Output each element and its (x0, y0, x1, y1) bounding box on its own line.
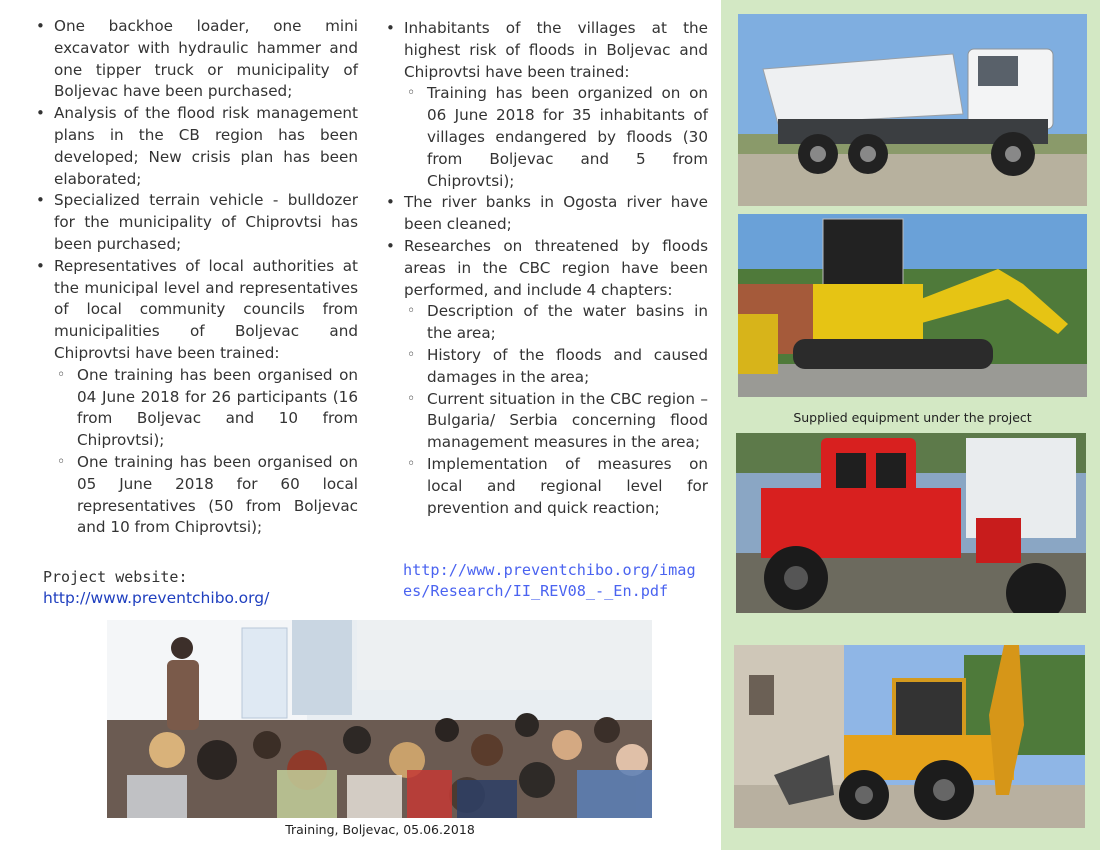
sub-list-item: ◦ Implementation of measures on local and regional level for prevention and quick reaction; (404, 454, 708, 519)
middle-column (382, 18, 708, 519)
research-pdf-link[interactable]: http://www.preventchibo.org/images/Research/II_REV08_-_En.pdf (403, 561, 696, 600)
list-item: • Representatives of local authorities at the municipal level and representatives of local community councils from municipalities of Boljevac and Chiprovtsi have been trained: ◦ One training has been organised on 04 June 2018 for 26 participants (16 from Boljevac and 10 from Chiprovtsi); ◦ One training has been organised on 05 June 2018 for 60 local representatives (50 from Boljevac and 10 from Chiprovtsi); (32, 256, 358, 539)
results-list (32, 16, 358, 539)
backhoe-loader-photo (734, 645, 1085, 828)
sub-list (404, 83, 708, 192)
mini-excavator-photo (738, 214, 1087, 397)
sub-list-item: ◦ Current situation in the CBC region – Bulgaria/ Serbia concerning flood management measures in the area; (404, 389, 708, 454)
terrain-vehicle-photo (736, 433, 1086, 613)
sub-list-item: ◦ One training has been organised on 04 June 2018 for 26 participants (16 from Boljevac and 10 from Chiprovtsi); (54, 365, 358, 452)
sub-list (54, 365, 358, 539)
list-item: • The river banks in Ogosta river have been cleaned; (382, 192, 708, 236)
list-item: • Researches on threatened by floods areas in the CBC region have been performed, and include 4 chapters: ◦ Description of the water basins in the area; ◦ History of the floods and caused damages in the area; ◦ Current situation in the CBC region – Bulgaria/ Serbia concerning flood management measures in the area; ◦ Implementation of measures on local and regional level for prevention and quick reaction; (382, 236, 708, 519)
project-website-link[interactable]: http://www.preventchibo.org/ (43, 589, 270, 607)
sub-list-item: ◦ One training has been organised on 05 June 2018 for 60 local representatives (50 from Boljevac and 10 from Chiprovtsi); (54, 452, 358, 539)
list-item: • Analysis of the flood risk management plans in the CB region has been developed; New crisis plan has been elaborated; (32, 103, 358, 190)
list-item: • One backhoe loader, one mini excavator with hydraulic hammer and one tipper truck or municipality of Boljevac have been purchased; (32, 16, 358, 103)
sub-list-item: ◦ Description of the water basins in the area; (404, 301, 708, 345)
results-list-2 (382, 18, 708, 519)
list-item: • Specialized terrain vehicle - bulldozer for the municipality of Chiprovtsi has been purchased; (32, 190, 358, 255)
left-column (32, 16, 358, 539)
training-photo-caption: Training, Boljevac, 05.06.2018 (285, 822, 475, 837)
equipment-caption: Supplied equipment under the project (793, 410, 1032, 425)
tipper-truck-photo (738, 14, 1087, 206)
sub-list-item: ◦ History of the floods and caused damages in the area; (404, 345, 708, 389)
sub-list (404, 301, 708, 519)
list-item: • Inhabitants of the villages at the highest risk of floods in Boljevac and Chiprovtsi have been trained: ◦ Training has been organized on on 06 June 2018 for 35 inhabitants of villages endangered by floods (30 from Boljevac and 5 from Chiprovtsi); (382, 18, 708, 192)
sub-list-item: ◦ Training has been organized on on 06 June 2018 for 35 inhabitants of villages endangered by floods (30 from Boljevac and 5 from Chiprovtsi); (404, 83, 708, 192)
project-website-label: Project website: (43, 568, 188, 586)
training-photo (107, 620, 652, 818)
